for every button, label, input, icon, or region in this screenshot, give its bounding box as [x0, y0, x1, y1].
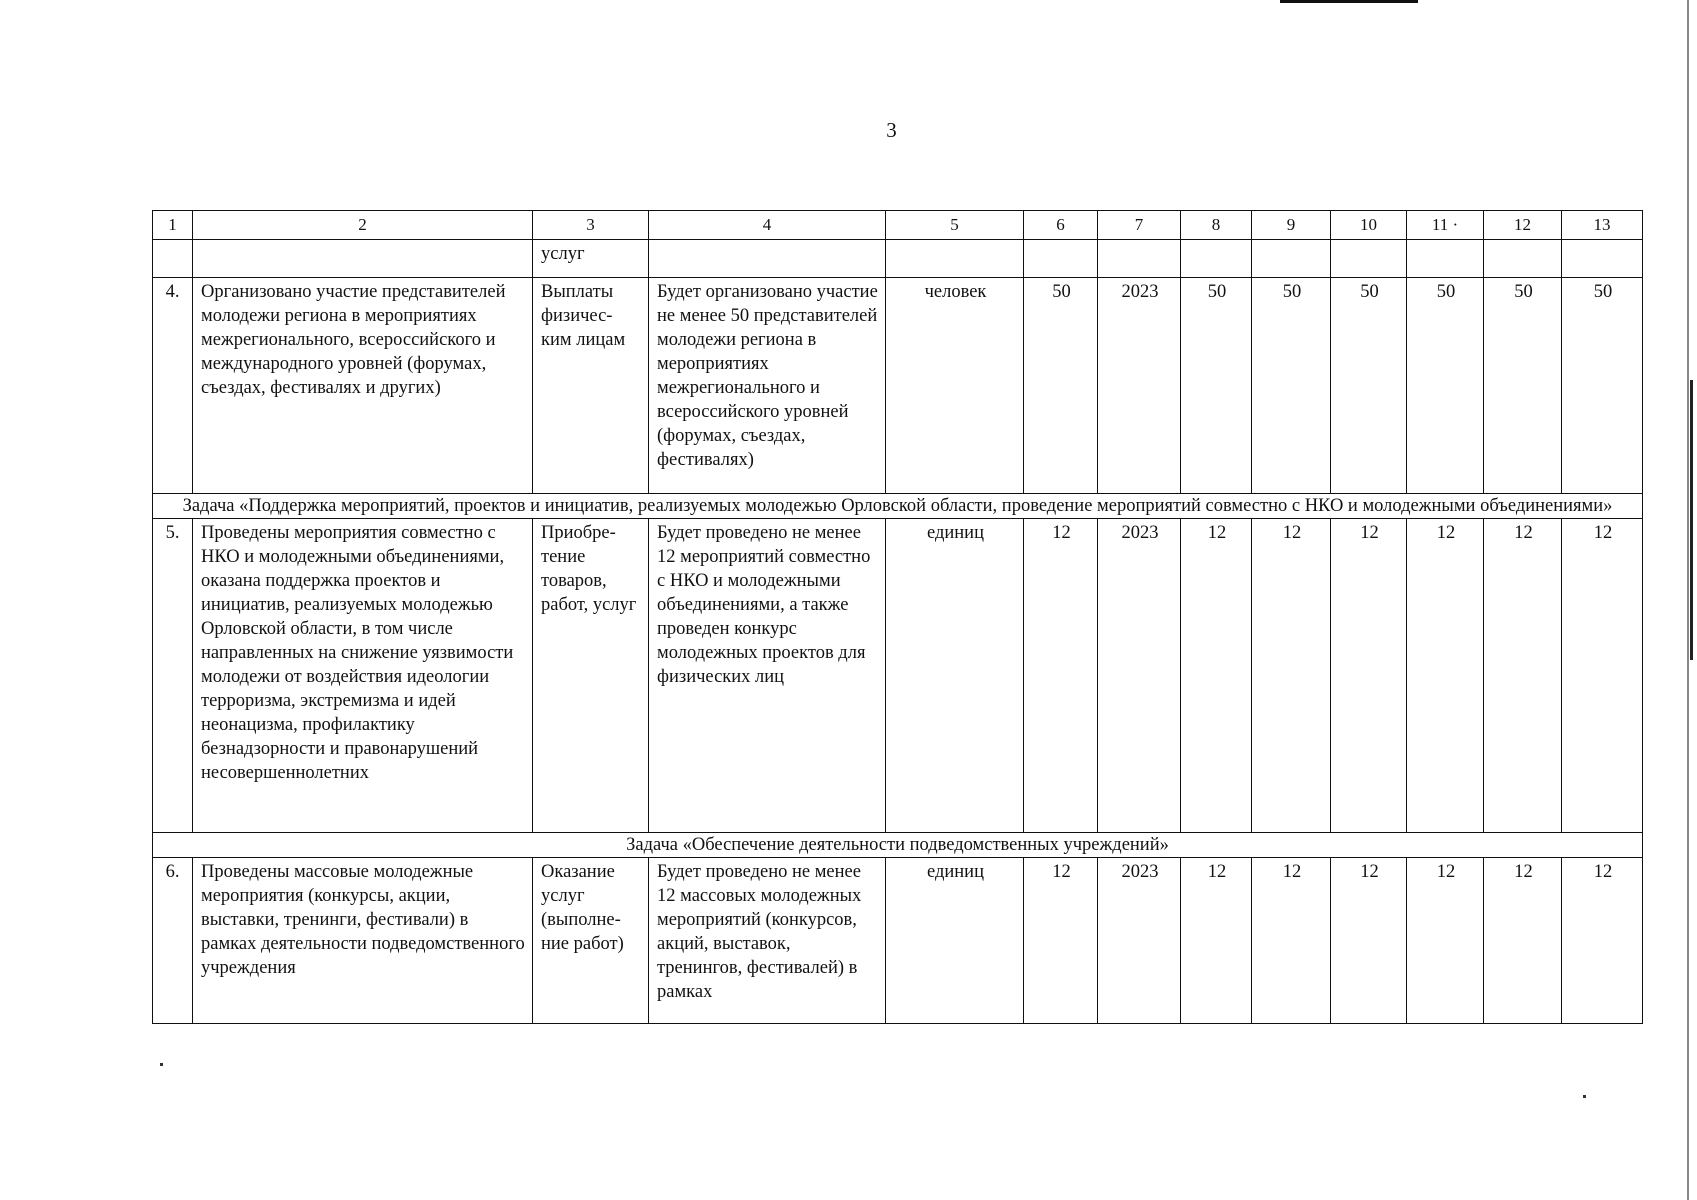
value-cell: 12 — [1484, 519, 1562, 833]
base-value-cell: 50 — [1024, 278, 1098, 494]
year-cell: 2023 — [1098, 519, 1181, 833]
column-number: 2 — [193, 211, 533, 240]
table-row — [153, 858, 1643, 1024]
column-number: 5 — [886, 211, 1024, 240]
year-cell: 2023 — [1098, 858, 1181, 1024]
value-cell: 12 — [1252, 858, 1331, 1024]
type-cell: Приобре-тение товаров, работ, услуг — [533, 519, 649, 833]
value-cell: 12 — [1331, 858, 1407, 1024]
value-cell: 12 — [1484, 858, 1562, 1024]
task-row — [153, 833, 1643, 858]
value-cell: 50 — [1562, 278, 1643, 494]
result-cell: Проведены массовые молодежные мероприятия (конкурсы, акции, выставки, тренинги, фестивали) в рамках деятельности подведомственного учреждения — [193, 858, 533, 1024]
column-number: 9 — [1252, 211, 1331, 240]
table-row — [153, 278, 1643, 494]
column-number: 13 — [1562, 211, 1643, 240]
task-heading: Задача «Поддержка мероприятий, проектов и инициатив, реализуемых молодежью Орловской области, проведение мероприятий совместно с НКО и молодежными объединениями» — [153, 494, 1643, 519]
row-number: 6. — [153, 858, 193, 1024]
description-cell: Будет проведено не менее 12 мероприятий совместно с НКО и молодежными объединениями, а также проведен конкурс молодежных проектов для физических лиц — [649, 519, 886, 833]
value-cell: 12 — [1562, 858, 1643, 1024]
value-cell: 50 — [1484, 278, 1562, 494]
value-cell: 12 — [1407, 519, 1484, 833]
scan-edge-line — [1687, 0, 1689, 1200]
scan-speck — [1583, 1095, 1586, 1098]
row-number: 5. — [153, 519, 193, 833]
description-cell: Будет проведено не менее 12 массовых молодежных мероприятий (конкурсов, акций, выставок, тренингов, фестивалей) в рамках — [649, 858, 886, 1024]
result-cell: Организовано участие представителей молодежи региона в мероприятиях межрегионального, всероссийского и международного уровней (форумах, съездах, фестивалях и других) — [193, 278, 533, 494]
value-cell: 50 — [1331, 278, 1407, 494]
column-number: 10 — [1331, 211, 1407, 240]
plan-table — [152, 210, 1643, 1024]
task-row — [153, 494, 1643, 519]
column-number: 1 — [153, 211, 193, 240]
type-cell: услуг — [533, 240, 649, 278]
value-cell: 12 — [1407, 858, 1484, 1024]
value-cell: 12 — [1562, 519, 1643, 833]
value-cell: 50 — [1252, 278, 1331, 494]
unit-cell: единиц — [886, 858, 1024, 1024]
column-number: 11 · — [1407, 211, 1484, 240]
column-number: 3 — [533, 211, 649, 240]
result-cell: Проведены мероприятия совместно с НКО и молодежными объединениями, оказана поддержка проектов и инициатив, реализуемых молодежью Орловской области, в том числе направленных на снижение уязвимости молодежи от воздействия идеологии терроризма, экстремизма и идей неонацизма, профилактику безнадзорности и правонарушений несовершеннолетних — [193, 519, 533, 833]
value-cell: 50 — [1407, 278, 1484, 494]
scan-speck — [160, 1063, 163, 1066]
year-cell: 2023 — [1098, 278, 1181, 494]
task-heading: Задача «Обеспечение деятельности подведомственных учреждений» — [153, 833, 1643, 858]
value-cell: 12 — [1331, 519, 1407, 833]
value-cell: 12 — [1181, 858, 1252, 1024]
type-cell: Оказание услуг (выполне-ние работ) — [533, 858, 649, 1024]
scan-artifact-top — [1280, 0, 1418, 3]
scan-edge-mark — [1690, 380, 1693, 660]
column-number: 4 — [649, 211, 886, 240]
base-value-cell: 12 — [1024, 519, 1098, 833]
value-cell: 12 — [1181, 519, 1252, 833]
unit-cell: человек — [886, 278, 1024, 494]
table-row — [153, 519, 1643, 833]
continuation-row — [153, 240, 1643, 278]
column-number: 7 — [1098, 211, 1181, 240]
type-cell: Выплаты физичес-ким лицам — [533, 278, 649, 494]
page-number: 3 — [886, 118, 897, 142]
column-number: 8 — [1181, 211, 1252, 240]
base-value-cell: 12 — [1024, 858, 1098, 1024]
column-number: 6 — [1024, 211, 1098, 240]
column-number: 12 — [1484, 211, 1562, 240]
row-number: 4. — [153, 278, 193, 494]
value-cell: 50 — [1181, 278, 1252, 494]
value-cell: 12 — [1252, 519, 1331, 833]
unit-cell: единиц — [886, 519, 1024, 833]
column-number-row — [153, 211, 1643, 240]
description-cell: Будет организовано участие не менее 50 представителей молодежи региона в мероприятиях межрегионального и всероссийского уровней (форумах, съездах, фестивалях) — [649, 278, 886, 494]
